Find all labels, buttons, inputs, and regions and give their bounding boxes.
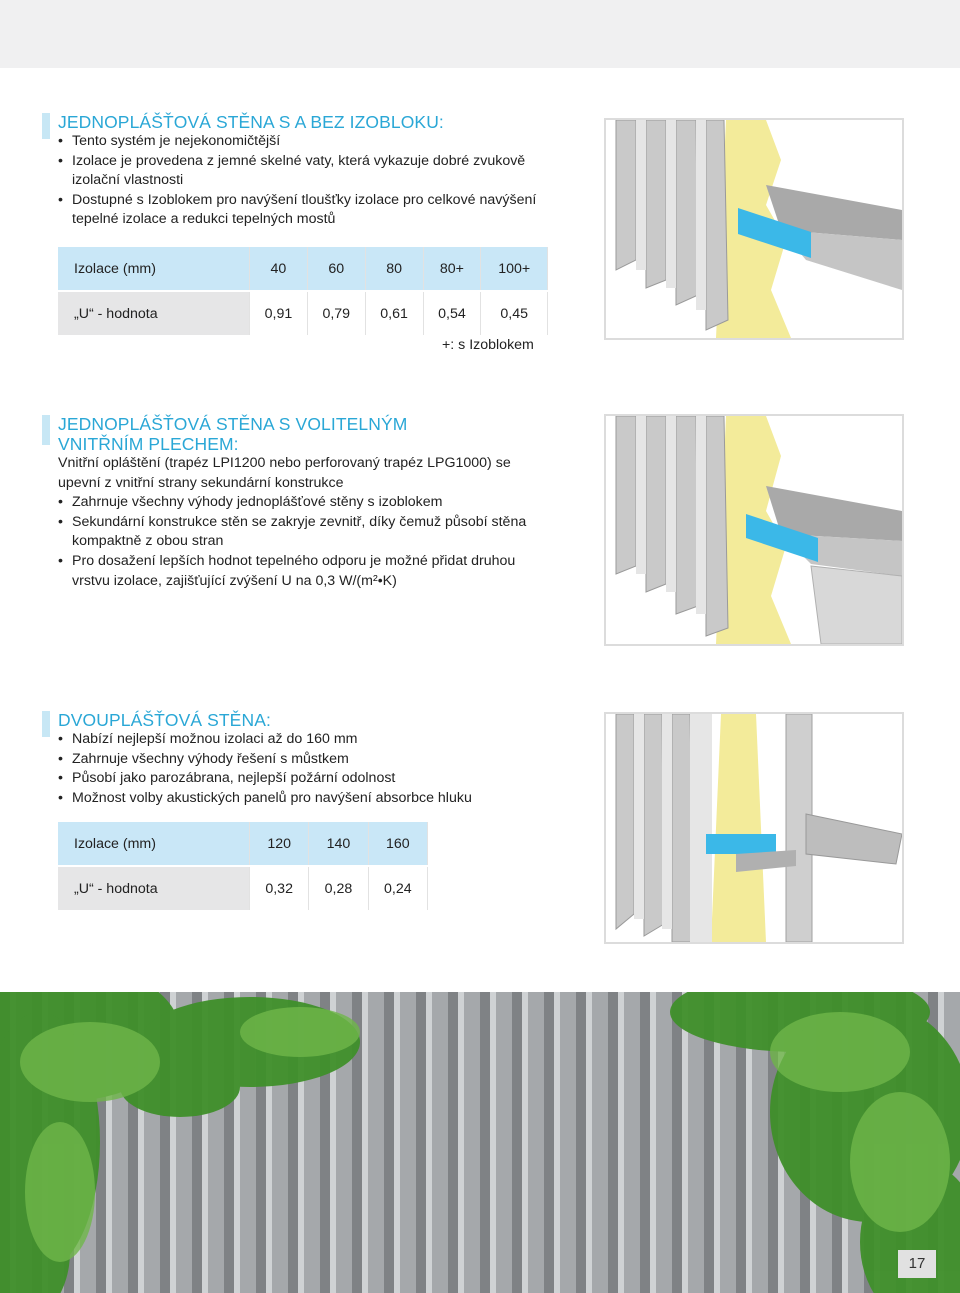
section-title-text: JEDNOPLÁŠŤOVÁ STĚNA S A BEZ IZOBLOKU: [58, 112, 444, 132]
facade-rib-shadow [512, 992, 522, 1293]
section-title-text: JEDNOPLÁŠŤOVÁ STĚNA S VOLITELNÝM [58, 414, 408, 434]
facade-rib-highlight [490, 992, 496, 1293]
table-row [58, 247, 548, 291]
table-row [58, 866, 428, 910]
section-title-text: VNITŘNÍM PLECHEM: [58, 434, 239, 454]
facade-rib-shadow [576, 992, 586, 1293]
bullet-item: • Působí jako parozábrana, nejlepší požární odolnost [58, 769, 562, 789]
bullet-item: • Zahrnuje všechny výhody řešení s můstkem [58, 750, 562, 770]
bullet-item: • Nabízí nejlepší možnou izolaci až do 160 mm [58, 730, 562, 750]
facade-rib-highlight [458, 992, 464, 1293]
table-cell: 0,24 [368, 866, 427, 910]
section-intro: Vnitřní opláštění (trapéz LPI1200 nebo perforovaný trapéz LPG1000) se upevní z vnitřní strany sekundární konstrukce [58, 455, 511, 491]
bullet-item: • Sekundární konstrukce stěn se zakryje zevnitř, díky čemuž působí stěna kompaktně z obou stran [58, 513, 542, 552]
spec-table-1 [58, 247, 548, 335]
facade-rib-shadow [640, 992, 650, 1293]
section-optional-liner [42, 414, 542, 591]
bullet-item: • Možnost volby akustických panelů pro navýšení absorbce hluku [58, 789, 562, 809]
table-cell: 0,32 [250, 866, 309, 910]
section-title [42, 710, 562, 730]
facade-rib-shadow [672, 992, 682, 1293]
section-title [42, 112, 562, 132]
facade-rib-shadow [448, 992, 458, 1293]
table-row [58, 291, 548, 335]
facade-rib-shadow [544, 992, 554, 1293]
facade-rib-shadow [416, 992, 426, 1293]
table-cell: 140 [309, 822, 368, 866]
table-row-label: Izolace (mm) [58, 247, 250, 291]
title-accent-bar [42, 415, 50, 445]
table-cell: 0,45 [481, 291, 548, 335]
facade-rib-highlight [362, 992, 368, 1293]
table-cell: 80+ [423, 247, 481, 291]
table-cell: 0,54 [423, 291, 481, 335]
facade-rib-highlight [682, 992, 688, 1293]
section-body [58, 730, 562, 808]
facade-rib-shadow [384, 992, 394, 1293]
table-row-label: Izolace (mm) [58, 822, 250, 866]
title-accent-bar [42, 711, 50, 737]
facade-rib-highlight [650, 992, 656, 1293]
table-cell: 100+ [481, 247, 548, 291]
title-accent-bar [42, 113, 50, 139]
facade-rib-highlight [394, 992, 400, 1293]
section-body [58, 132, 562, 230]
section-title [42, 414, 542, 454]
section-title-text: DVOUPLÁŠŤOVÁ STĚNA: [58, 710, 271, 730]
section-single-skin [42, 112, 562, 230]
bullet-item: • Izolace je provedena z jemné skelné vaty, která vykazuje dobré zvukově izolační vlastnosti [58, 152, 562, 191]
wall-illustration-3 [604, 712, 904, 944]
table-cell: 0,28 [309, 866, 368, 910]
table-cell: 160 [368, 822, 427, 866]
facade-rib-highlight [426, 992, 432, 1293]
table-cell: 40 [250, 247, 308, 291]
section-body [58, 454, 542, 591]
page-number: 17 [898, 1250, 936, 1278]
facade-rib-highlight [522, 992, 528, 1293]
spec-table-2 [58, 822, 428, 910]
bullet-item: • Tento systém je nejekonomičtější [58, 132, 562, 152]
wall-illustration-1 [604, 118, 904, 340]
bullet-item: • Dostupné s Izoblokem pro navýšení tloušťky izolace pro celkové navýšení tepelné izolace a redukci tepelných mostů [58, 191, 562, 230]
table-cell: 120 [250, 822, 309, 866]
table-row [58, 822, 428, 866]
table-cell: 80 [365, 247, 423, 291]
facade-rib-shadow [608, 992, 618, 1293]
table-row-label: „U“ - hodnota [58, 866, 250, 910]
facade-rib-highlight [554, 992, 560, 1293]
facade-rib-highlight [586, 992, 592, 1293]
bullet-item: • Zahrnuje všechny výhody jednoplášťové stěny s izoblokem [58, 493, 542, 513]
bullet-item: • Pro dosažení lepších hodnot tepelného odporu je možné přidat druhou vrstvu izolace, zajišťující zvýšení U na 0,3 W/(m²•K) [58, 552, 542, 591]
facade-photo [0, 992, 960, 1293]
section-double-skin [42, 710, 562, 808]
table-cell: 0,91 [250, 291, 308, 335]
top-band [0, 0, 960, 68]
wall-illustration-2 [604, 414, 904, 646]
table-cell: 60 [307, 247, 365, 291]
table-cell: 0,79 [307, 291, 365, 335]
table-row-label: „U“ - hodnota [58, 291, 250, 335]
facade-rib-highlight [618, 992, 624, 1293]
table-cell: 0,61 [365, 291, 423, 335]
table-footnote: +: s Izoblokem [442, 337, 534, 353]
facade-rib-shadow [480, 992, 490, 1293]
